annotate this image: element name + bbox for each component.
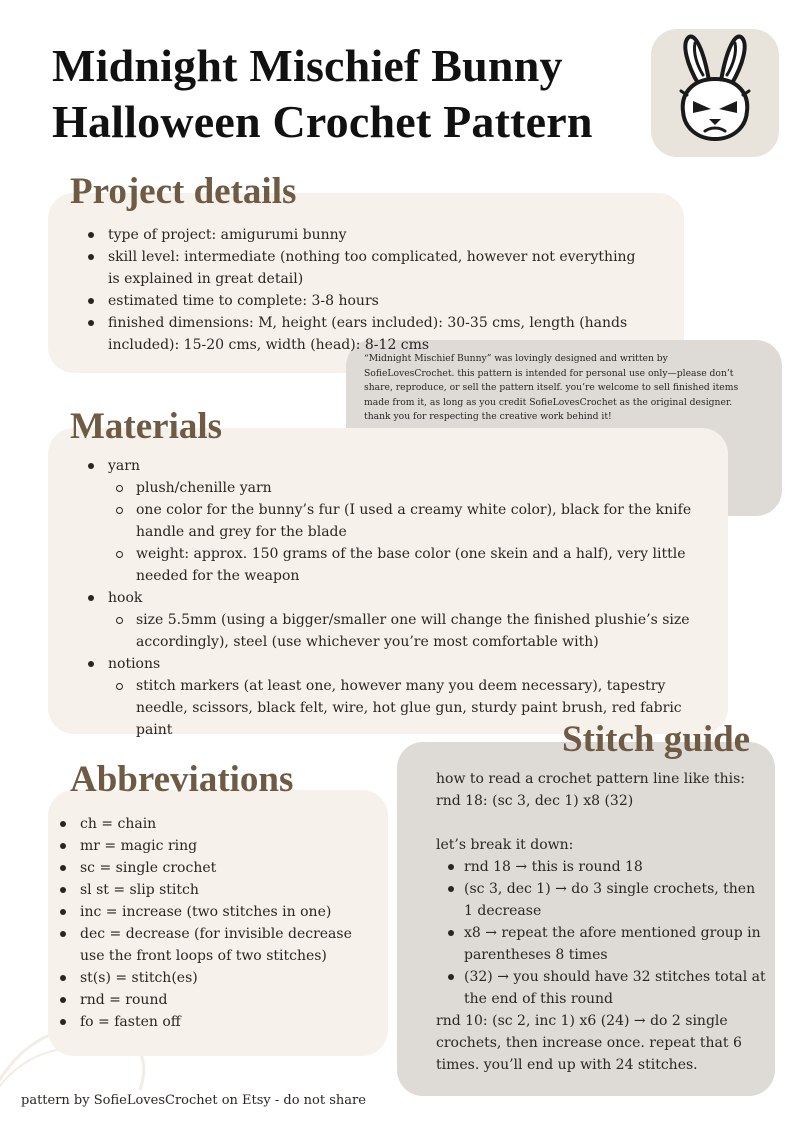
stitch-guide-intro: how to read a crochet pattern line like this:	[436, 771, 746, 787]
list-item: plush/chenille yarn	[108, 477, 702, 499]
title-line-2: Halloween Crochet Pattern	[52, 96, 593, 147]
list-item: rnd = round	[52, 989, 372, 1011]
footer-credit: pattern by SofieLovesCrochet on Etsy - do not share	[21, 1093, 366, 1108]
stitch-guide-second-example: rnd 10: (sc 2, inc 1) x6 (24) → do 2 single crochets, then increase once. repeat that 6 times. you’ll end up with 24 stitches.	[436, 1013, 742, 1073]
list-item: (32) → you should have 32 stitches total at the end of this round	[436, 966, 768, 1010]
project-details-heading: Project details	[70, 171, 297, 212]
angry-bunny-icon	[651, 29, 779, 157]
group-label: yarn	[108, 458, 140, 474]
group-label: notions	[108, 656, 161, 672]
stitch-guide-breakdown-list	[436, 856, 768, 1010]
title-line-1: Midnight Mischief Bunny	[52, 40, 563, 91]
stitch-guide-breakdown-label: let’s break it down:	[436, 837, 574, 853]
materials-list	[80, 455, 702, 741]
project-details-list	[80, 224, 650, 356]
materials-group-yarn	[80, 455, 702, 587]
logo-badge	[651, 29, 779, 157]
list-item: finished dimensions: M, height (ears included): 30-35 cms, length (hands included): 15-20 cms, width (head): 8-12 cms	[80, 312, 650, 356]
list-item: ch = chain	[52, 813, 372, 835]
stitch-guide-example: rnd 18: (sc 3, dec 1) x8 (32)	[436, 793, 634, 809]
copyright-notice: “Midnight Mischief Bunny” was lovingly designed and written by SofieLovesCrochet. this pattern is intended for personal use only—please don’t share, reproduce, or sell the pattern itself. you’re welcome to sell finished items made from it, as long as you credit SofieLovesCrochet as the original designer. thank you for respecting the creative work behind it!	[364, 353, 739, 422]
list-item: inc = increase (two stitches in one)	[52, 901, 372, 923]
list-item: (sc 3, dec 1) → do 3 single crochets, then 1 decrease	[436, 878, 768, 922]
materials-heading: Materials	[70, 406, 223, 447]
list-item: skill level: intermediate (nothing too complicated, however not everything is explained in great detail)	[80, 246, 650, 290]
list-item: sc = single crochet	[52, 857, 372, 879]
stitch-guide-heading: Stitch guide	[562, 719, 751, 760]
list-item: rnd 18 → this is round 18	[436, 856, 768, 878]
group-label: hook	[108, 590, 143, 606]
list-item: type of project: amigurumi bunny	[80, 224, 650, 246]
list-item: fo = fasten off	[52, 1011, 372, 1033]
abbreviations-heading: Abbreviations	[70, 759, 294, 800]
list-item: st(s) = stitch(es)	[52, 967, 372, 989]
list-item: sl st = slip stitch	[52, 879, 372, 901]
list-item: estimated time to complete: 3-8 hours	[80, 290, 650, 312]
materials-group-hook	[80, 587, 702, 653]
page-title	[52, 38, 593, 150]
abbreviations-list	[52, 813, 372, 1033]
list-item: weight: approx. 150 grams of the base color (one skein and a half), very little needed for the weapon	[108, 543, 702, 587]
list-item: x8 → repeat the afore mentioned group in parentheses 8 times	[436, 922, 768, 966]
list-item: stitch markers (at least one, however many you deem necessary), tapestry needle, scissors, black felt, wire, hot glue gun, sturdy paint brush, red fabric paint	[108, 675, 702, 741]
list-item: one color for the bunny’s fur (I used a creamy white color), black for the knife handle and grey for the blade	[108, 499, 702, 543]
list-item: mr = magic ring	[52, 835, 372, 857]
list-item: size 5.5mm (using a bigger/smaller one will change the finished plushie’s size accordingly), steel (use whichever you’re most comfortable with)	[108, 609, 702, 653]
stitch-guide-content	[436, 768, 768, 1076]
list-item: dec = decrease (for invisible decrease use the front loops of two stitches)	[52, 923, 372, 967]
